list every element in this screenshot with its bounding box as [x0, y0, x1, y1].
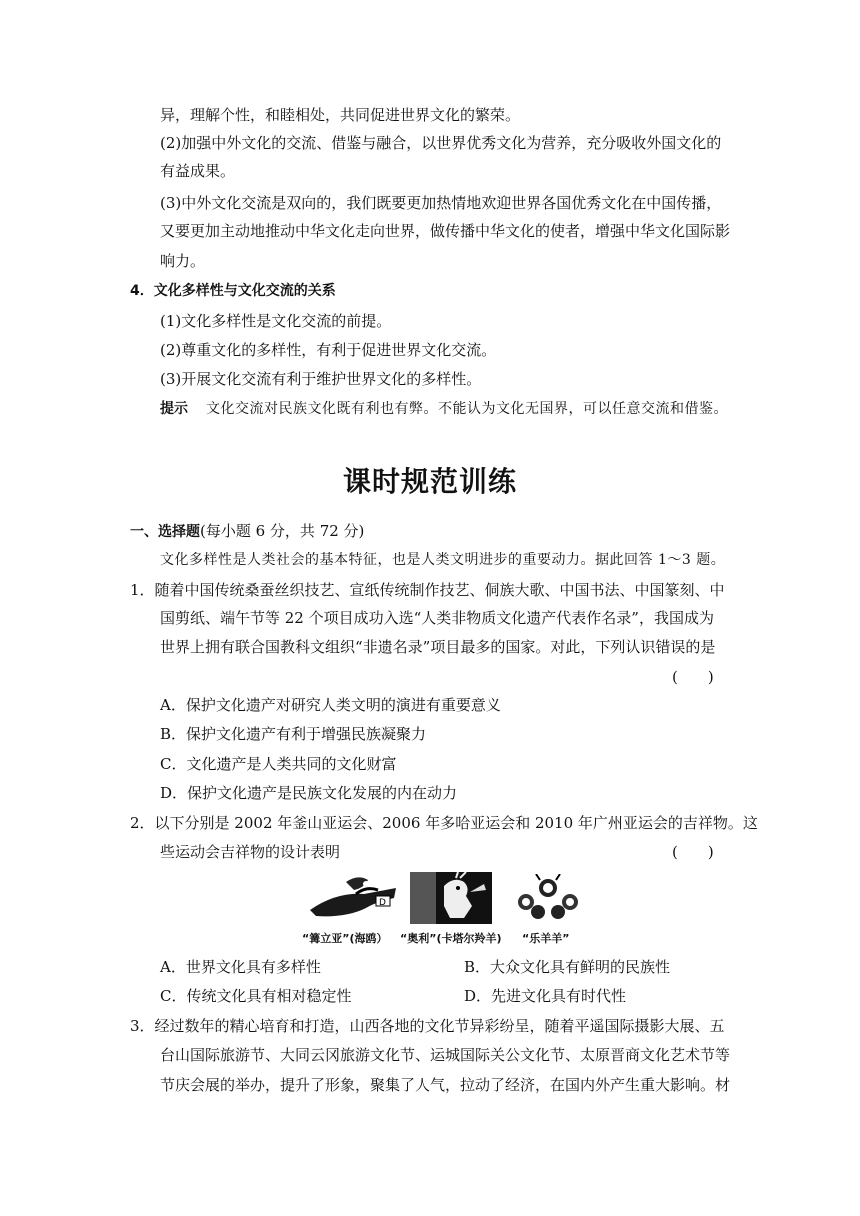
- gazelle-mascot-image: [410, 872, 492, 924]
- option-c: C．传统文化具有相对稳定性: [160, 987, 352, 1005]
- image-caption: “奥利”(卡塔尔羚羊): [400, 932, 502, 945]
- answer-blank: ( ): [672, 843, 714, 861]
- question-line: 1．随着中国传统桑蚕丝织技艺、宣纸传统制作技艺、侗族大歌、中国书法、中国篆刻、中: [130, 581, 725, 599]
- question-line: 些运动会吉祥物的设计表明: [160, 843, 341, 861]
- text-line: 异，理解个性，和睦相处，共同促进世界文化的繁荣。: [160, 106, 521, 124]
- image-caption: “乐羊羊”: [522, 932, 570, 945]
- question-line: 3．经过数年的精心培育和打造，山西各地的文化节异彩纷呈，随着平遥国际摄影大展、五: [130, 1017, 725, 1035]
- text-line: 响力。: [160, 252, 206, 270]
- option-d: D．保护文化遗产是民族文化发展的内在动力: [160, 784, 458, 802]
- part-heading: [130, 520, 364, 543]
- text-line: 有益成果。: [160, 162, 236, 180]
- option-b: B．保护文化遗产有利于增强民族凝聚力: [160, 725, 427, 743]
- option-a: A．保护文化遗产对研究人类文明的演进有重要意义: [160, 696, 501, 714]
- goats-mascot-image: [510, 874, 586, 924]
- option-c: C．文化遗产是人类共同的文化财富: [160, 755, 397, 773]
- image-caption: “篝立亚”(海鸥）: [302, 932, 388, 945]
- hint-label: 提示: [160, 401, 188, 417]
- text-line: (2)加强中外文化的交流、借鉴与融合，以世界优秀文化为营养，充分吸收外国文化的: [160, 134, 722, 152]
- text-line: 又要更加主动地推动中华文化走向世界，做传播中华文化的使者，增强中华文化国际影: [160, 222, 731, 240]
- svg-text:D: D: [379, 898, 386, 908]
- text-line: (3)中外文化交流是双向的，我们既要更加热情地欢迎世界各国优秀文化在中国传播，: [160, 194, 722, 212]
- question-line: 节庆会展的举办，提升了形象，聚集了人气，拉动了经济，在国内外产生重大影响。材: [160, 1076, 731, 1094]
- list-item: (3)开展文化交流有利于维护世界文化的多样性。: [160, 370, 482, 388]
- list-item: (1)文化多样性是文化交流的前提。: [160, 312, 392, 330]
- option-a: A．世界文化具有多样性: [160, 958, 321, 976]
- question-line: 2．以下分别是 2002 年釜山亚运会、2006 年多哈亚运会和 2010 年广州亚运会的吉祥物。这: [130, 814, 758, 832]
- question-line: 台山国际旅游节、大同云冈旅游文化节、运城国际关公文化节、太原晋商文化艺术节等: [160, 1046, 731, 1064]
- question-line: 国剪纸、端午节等 22 个项目成功入选“人类非物质文化遗产代表作名录”，我国成为: [160, 609, 714, 627]
- seagull-mascot-image: [306, 872, 402, 922]
- point-heading: 4．文化多样性与文化交流的关系: [130, 283, 336, 299]
- list-item: (2)尊重文化的多样性，有利于促进世界文化交流。: [160, 341, 497, 359]
- hint-text: 文化交流对民族文化既有利也有弊。不能认为文化无国界，可以任意交流和借鉴。: [206, 401, 728, 417]
- question-line: 世界上拥有联合国教科文组织“非遗名录”项目最多的国家。对此，下列认识错误的是: [160, 638, 716, 656]
- part-label: 一、选择题: [130, 524, 200, 540]
- option-d: D．先进文化具有时代性: [464, 987, 627, 1005]
- section-title: 课时规范训练: [342, 465, 517, 498]
- answer-blank: ( ): [672, 668, 714, 686]
- option-b: B．大众文化具有鲜明的民族性: [464, 958, 671, 976]
- part-note: (每小题 6 分，共 72 分): [200, 522, 365, 540]
- intro-text: 文化多样性是人类社会的基本特征，也是人类文明进步的重要动力。据此回答 1～3 题。: [160, 552, 726, 568]
